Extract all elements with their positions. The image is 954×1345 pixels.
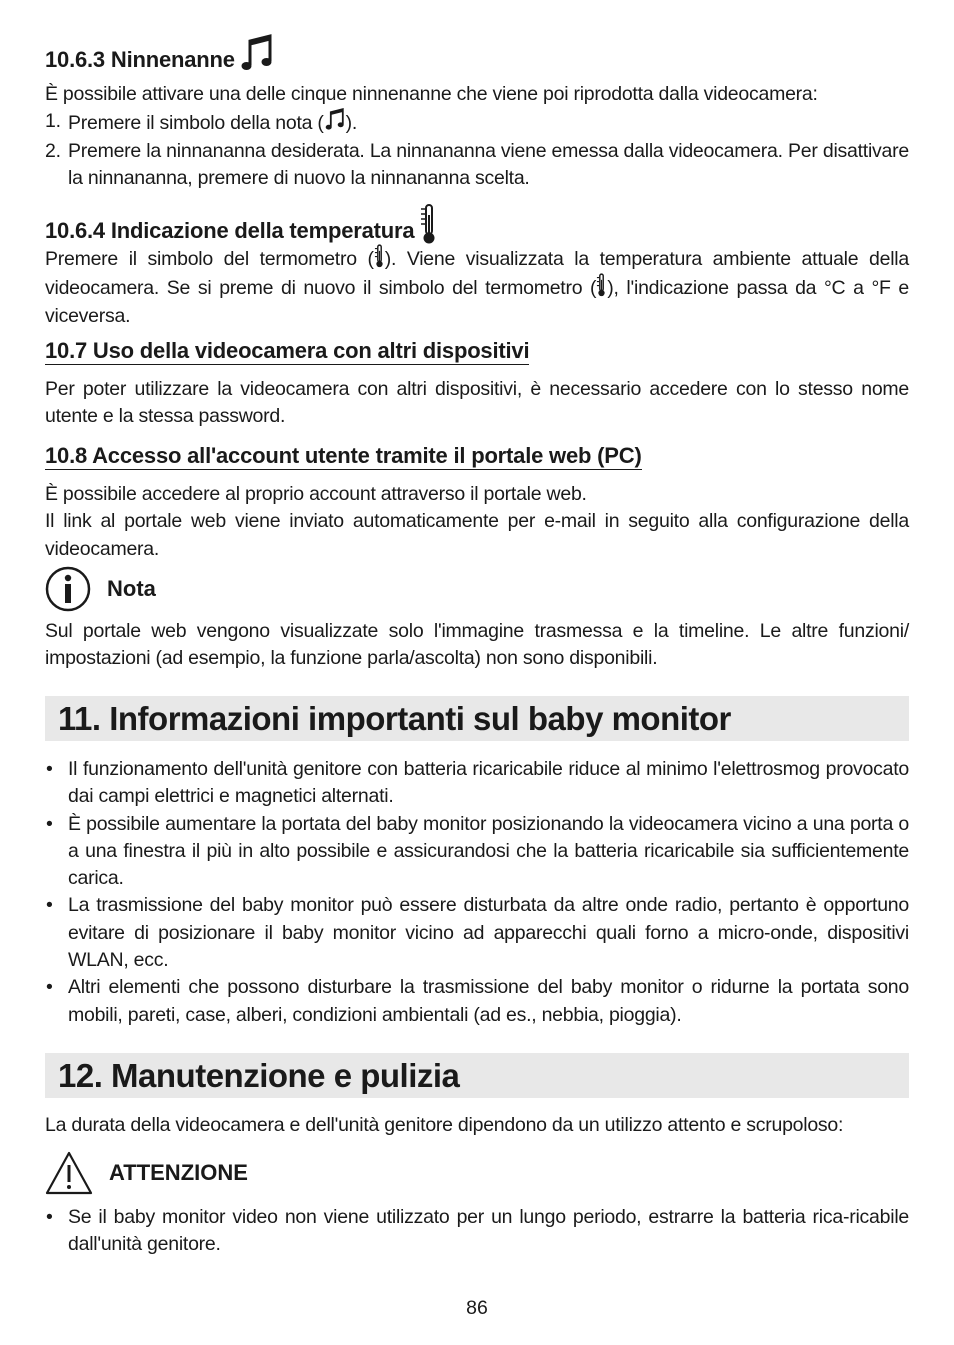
warning-triangle-icon: [45, 1150, 93, 1196]
bullet-list: [45, 756, 909, 1029]
thermometer-icon: [596, 273, 607, 297]
chapter-heading-bar: [45, 696, 909, 741]
list-item: • È possibile aumentare la portata del baby monitor posizionando la videocamera vicino a una porta o a una finestra il più in alto possibile e assicurandosi che la batteria ricaricabile sia sufficientemente carica.: [45, 811, 909, 893]
step-text: Premere il simbolo della nota (: [68, 112, 324, 135]
section-heading: 10.8 Accesso all'account utente tramite il portale web (PC): [45, 443, 642, 468]
step-text: ).: [345, 112, 358, 135]
note-box: [45, 566, 909, 612]
list-item: [45, 108, 909, 137]
section-heading: [45, 34, 909, 74]
thermometer-icon: [374, 244, 385, 268]
warning-box: [45, 1150, 909, 1196]
list-item: [45, 138, 909, 193]
chapter-heading: 11. Informazioni importanti sul baby monitor: [58, 700, 731, 737]
section-heading: [45, 203, 909, 245]
chapter-heading: 12. Manutenzione e pulizia: [58, 1057, 460, 1094]
music-note-icon: [324, 108, 346, 132]
heading-text: 10.6.3 Ninnenanne: [45, 47, 235, 72]
section-10-7-body: [45, 376, 909, 431]
chapter-11-body: [45, 756, 909, 1029]
warning-header: [45, 1150, 909, 1196]
section-10-6-4: [45, 203, 909, 245]
section-10-7: [45, 338, 909, 365]
section-heading: 10.7 Uso della videocamera con altri dispositivi: [45, 338, 530, 363]
section-10-6-4-body: [45, 244, 909, 330]
note-label: Nota: [107, 576, 156, 601]
warning-body: [45, 1204, 909, 1259]
chapter-12-intro: [45, 1112, 909, 1139]
step-number: 1.: [45, 110, 61, 133]
step-text: Premere la ninnananna desiderata. La ninnananna viene emessa dalla videocamera. Per disattivare la ninnananna, premere di nuovo la ninnananna scelta.: [68, 139, 909, 189]
paragraph: [45, 244, 909, 330]
list-item: • Altri elementi che possono disturbare la trasmissione del baby monitor o ridurne la portata sono mobili, pareti, case, alberi, condizioni ambientali (ad es., nebbia, pioggia).: [45, 974, 909, 1029]
paragraph: Sul portale web vengono visualizzate solo l'immagine trasmessa e la timeline. Le altre funzioni/ impostazioni (ad esempio, la funzione parla/ascolta) non sono disponibili.: [45, 620, 909, 670]
paragraph: Il link al portale web viene inviato automaticamente per e-mail in seguito alla configurazione della videocamera.: [45, 510, 909, 560]
paragraph: È possibile attivare una delle cinque ninnenanne che viene poi riprodotta dalla videocamera:: [45, 83, 818, 105]
music-note-icon: [241, 34, 273, 74]
steps-list: [45, 108, 909, 192]
section-10-6-3: [45, 34, 909, 74]
section-10-8-body: [45, 481, 909, 563]
note-body: [45, 618, 909, 673]
list-item: • La trasmissione del baby monitor può essere disturbata da altre onde radio, pertanto è opportuno evitare di posizionare il baby monitor vicino ad apparecchi quali forno a micro-onde, dispositivi WLAN, ecc.: [45, 892, 909, 974]
step-number: 2.: [45, 139, 61, 162]
paragraph: La durata della videocamera e dell'unità genitore dipendono da un utilizzo attento e scrupoloso:: [45, 1114, 844, 1136]
bullet-list: [45, 1204, 909, 1259]
thermometer-icon: [420, 203, 438, 245]
heading-text: 10.6.4 Indicazione della temperatura: [45, 218, 415, 243]
list-item: • Il funzionamento dell'unità genitore con batteria ricaricabile riduce al minimo l'elettrosmog provocato dai campi elettrici e magnetici alternati.: [45, 756, 909, 811]
paragraph: È possibile accedere al proprio account attraverso il portale web.: [45, 483, 587, 505]
list-item: • Se il baby monitor video non viene utilizzato per un lungo periodo, estrarre la batteria rica-ricabile dall'unità genitore.: [45, 1204, 909, 1259]
section-10-6-3-body: [45, 81, 909, 192]
text-run: ). Viene visualizzata la temperatura ambiente attuale della videocamera. Se si preme di nuovo il simbolo del termometro (: [45, 248, 909, 300]
paragraph: Per poter utilizzare la videocamera con altri dispositivi, è necessario accedere con lo stesso nome utente e la stessa password.: [45, 378, 909, 428]
text-run: ), l'indicazione passa da °C a °F e viceversa.: [45, 277, 909, 327]
info-icon: [45, 566, 91, 612]
page-number: 86: [466, 1297, 488, 1319]
note-header: [45, 566, 909, 612]
warning-label: ATTENZIONE: [109, 1160, 248, 1185]
chapter-heading-bar: [45, 1053, 909, 1098]
text-run: Premere il simbolo del termometro (: [45, 248, 374, 270]
section-10-8: [45, 443, 909, 470]
